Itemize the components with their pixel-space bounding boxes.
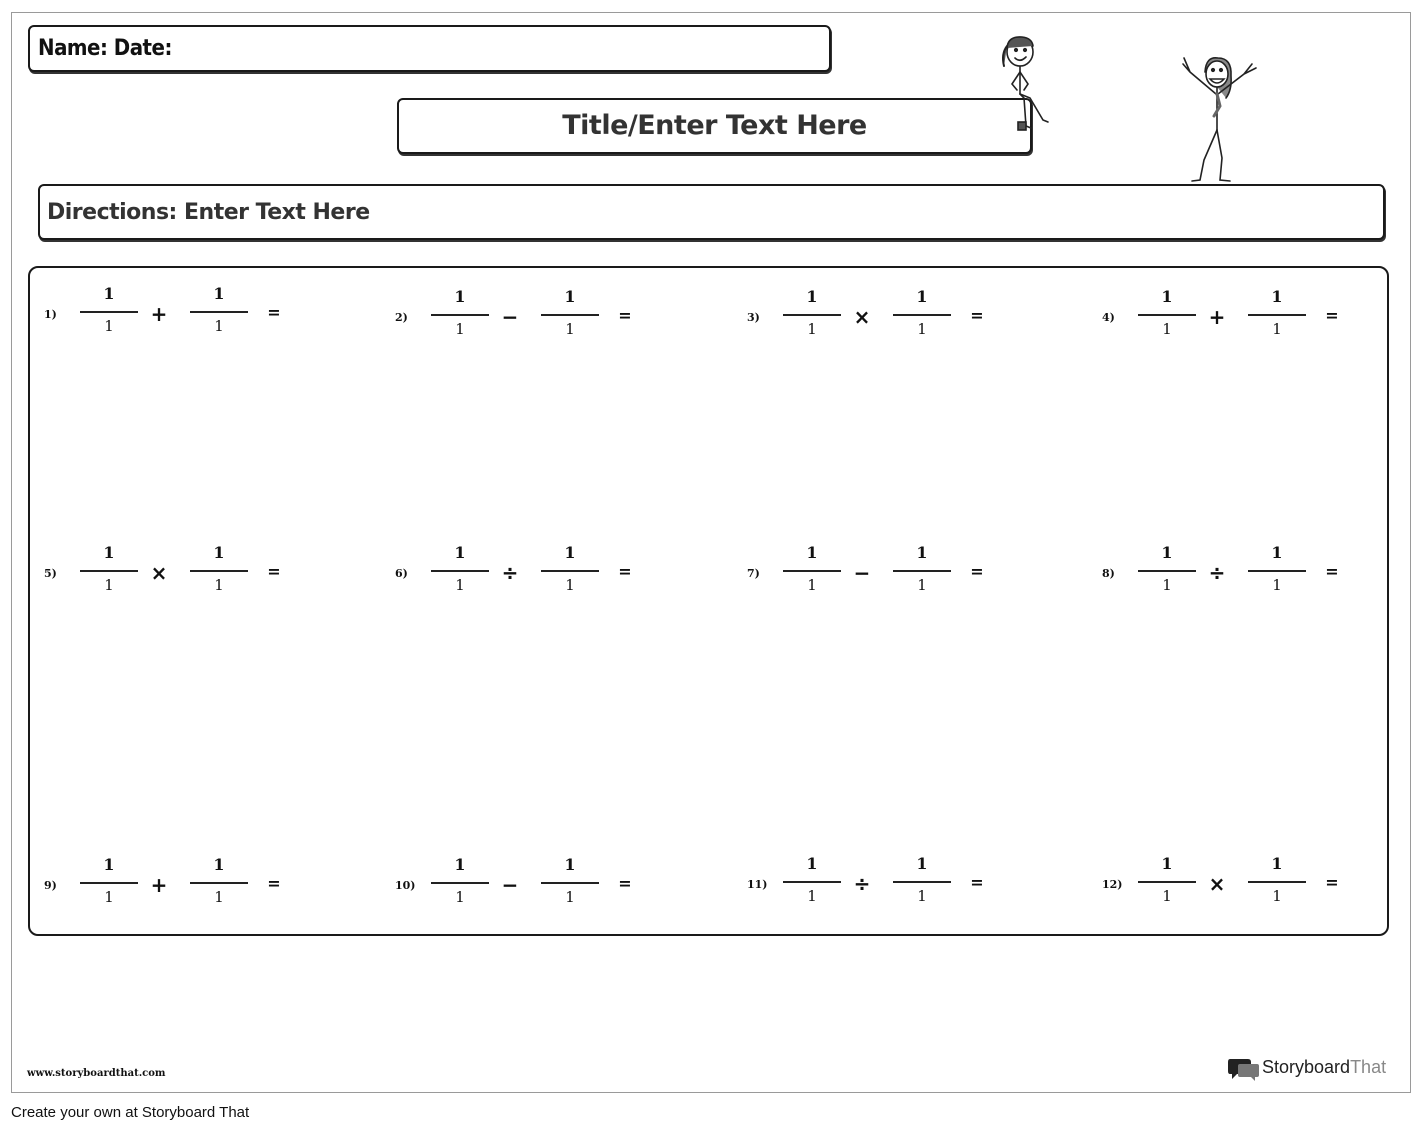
numerator: 1: [564, 287, 576, 306]
numerator: 1: [916, 854, 928, 873]
title-field[interactable]: [397, 98, 1032, 154]
operator-symbol: ÷: [501, 561, 519, 585]
operator-symbol: ÷: [853, 872, 871, 896]
numerator: 1: [916, 287, 928, 306]
fraction-bar: [80, 311, 138, 313]
fraction-bar: [893, 314, 951, 316]
fraction-a: [783, 287, 841, 347]
numerator: 1: [1161, 543, 1173, 562]
denominator: 1: [1162, 320, 1172, 338]
denominator: 1: [1272, 887, 1282, 905]
fraction-bar: [893, 881, 951, 883]
fraction-a: [431, 543, 489, 603]
numerator: 1: [1271, 854, 1283, 873]
numerator: 1: [213, 543, 225, 562]
numerator: 1: [103, 543, 115, 562]
equals-sign: =: [267, 874, 281, 893]
fraction-b: [190, 543, 248, 603]
problem-9: [44, 855, 344, 915]
numerator: 1: [454, 543, 466, 562]
fraction-bar: [1138, 570, 1196, 572]
problem-number: 6): [395, 567, 408, 580]
fraction-bar: [1138, 881, 1196, 883]
equals-sign: =: [1325, 306, 1339, 325]
problem-12: [1102, 854, 1402, 914]
equals-sign: =: [1325, 562, 1339, 581]
fraction-b: [190, 284, 248, 344]
fraction-b: [1248, 287, 1306, 347]
denominator: 1: [214, 576, 224, 594]
fraction-bar: [1248, 881, 1306, 883]
equals-sign: =: [970, 562, 984, 581]
problem-10: [395, 855, 695, 915]
problem-8: [1102, 543, 1402, 603]
denominator: 1: [565, 576, 575, 594]
problem-number: 12): [1102, 878, 1123, 891]
numerator: 1: [806, 543, 818, 562]
fraction-bar: [190, 570, 248, 572]
girl-cheering-figure: [1170, 50, 1270, 184]
fraction-a: [431, 287, 489, 347]
problem-4: [1102, 287, 1402, 347]
fraction-bar: [1138, 314, 1196, 316]
name-date-label: Name: Date:: [38, 36, 172, 61]
numerator: 1: [806, 287, 818, 306]
denominator: 1: [565, 320, 575, 338]
fraction-bar: [431, 314, 489, 316]
denominator: 1: [1162, 887, 1172, 905]
denominator: 1: [214, 888, 224, 906]
problem-2: [395, 287, 695, 347]
operator-symbol: +: [1208, 305, 1226, 329]
denominator: 1: [104, 888, 114, 906]
footer-url: www.storyboardthat.com: [27, 1068, 166, 1079]
fraction-a: [783, 543, 841, 603]
fraction-bar: [541, 570, 599, 572]
numerator: 1: [213, 855, 225, 874]
equals-sign: =: [618, 874, 632, 893]
numerator: 1: [564, 855, 576, 874]
problem-6: [395, 543, 695, 603]
title-text: Title/Enter Text Here: [562, 110, 867, 141]
operator-symbol: +: [150, 873, 168, 897]
fraction-bar: [893, 570, 951, 572]
operator-symbol: ×: [150, 561, 168, 585]
problem-number: 7): [747, 567, 760, 580]
problem-number: 11): [747, 878, 768, 891]
denominator: 1: [455, 576, 465, 594]
fraction-b: [190, 855, 248, 915]
denominator: 1: [565, 888, 575, 906]
directions-field[interactable]: [38, 184, 1385, 240]
numerator: 1: [213, 284, 225, 303]
denominator: 1: [455, 888, 465, 906]
problem-number: 1): [44, 308, 57, 321]
fraction-a: [1138, 287, 1196, 347]
equals-sign: =: [970, 873, 984, 892]
storyboardthat-logo: [1228, 1056, 1398, 1082]
denominator: 1: [917, 576, 927, 594]
fraction-bar: [431, 570, 489, 572]
fraction-bar: [783, 881, 841, 883]
fraction-b: [541, 543, 599, 603]
fraction-a: [80, 543, 138, 603]
fraction-bar: [783, 570, 841, 572]
problem-5: [44, 543, 344, 603]
operator-symbol: ÷: [1208, 561, 1226, 585]
fraction-b: [1248, 854, 1306, 914]
denominator: 1: [104, 317, 114, 335]
problem-number: 5): [44, 567, 57, 580]
denominator: 1: [455, 320, 465, 338]
speech-bubble-icon: [1228, 1056, 1260, 1082]
problem-3: [747, 287, 1047, 347]
directions-text: Directions: Enter Text Here: [47, 200, 370, 225]
fraction-a: [80, 284, 138, 344]
operator-symbol: −: [501, 873, 519, 897]
fraction-bar: [80, 570, 138, 572]
fraction-a: [1138, 543, 1196, 603]
denominator: 1: [917, 320, 927, 338]
numerator: 1: [454, 855, 466, 874]
fraction-b: [541, 855, 599, 915]
denominator: 1: [104, 576, 114, 594]
equals-sign: =: [267, 562, 281, 581]
numerator: 1: [806, 854, 818, 873]
numerator: 1: [103, 855, 115, 874]
operator-symbol: +: [150, 302, 168, 326]
numerator: 1: [1271, 287, 1283, 306]
problem-number: 3): [747, 311, 760, 324]
fraction-a: [1138, 854, 1196, 914]
denominator: 1: [1162, 576, 1172, 594]
numerator: 1: [454, 287, 466, 306]
fraction-bar: [783, 314, 841, 316]
operator-symbol: −: [853, 561, 871, 585]
fraction-bar: [431, 882, 489, 884]
fraction-bar: [541, 314, 599, 316]
equals-sign: =: [1325, 873, 1339, 892]
problem-1: [44, 284, 344, 344]
problem-11: [747, 854, 1047, 914]
equals-sign: =: [970, 306, 984, 325]
numerator: 1: [103, 284, 115, 303]
numerator: 1: [916, 543, 928, 562]
fraction-b: [893, 543, 951, 603]
fraction-a: [80, 855, 138, 915]
operator-symbol: ×: [853, 305, 871, 329]
numerator: 1: [1161, 287, 1173, 306]
denominator: 1: [214, 317, 224, 335]
numerator: 1: [564, 543, 576, 562]
fraction-bar: [541, 882, 599, 884]
problem-number: 4): [1102, 311, 1115, 324]
equals-sign: =: [267, 303, 281, 322]
problem-number: 9): [44, 879, 57, 892]
denominator: 1: [807, 320, 817, 338]
problem-7: [747, 543, 1047, 603]
problem-number: 8): [1102, 567, 1115, 580]
fraction-b: [893, 854, 951, 914]
fraction-b: [1248, 543, 1306, 603]
numerator: 1: [1271, 543, 1283, 562]
boy-sitting-figure: [990, 32, 1060, 136]
denominator: 1: [917, 887, 927, 905]
problem-number: 2): [395, 311, 408, 324]
fraction-bar: [1248, 570, 1306, 572]
fraction-bar: [190, 311, 248, 313]
create-your-own-caption: Create your own at Storyboard That: [11, 1104, 250, 1121]
denominator: 1: [1272, 576, 1282, 594]
denominator: 1: [807, 576, 817, 594]
denominator: 1: [1272, 320, 1282, 338]
problem-number: 10): [395, 879, 416, 892]
operator-symbol: −: [501, 305, 519, 329]
equals-sign: =: [618, 306, 632, 325]
fraction-b: [541, 287, 599, 347]
name-date-field[interactable]: [28, 25, 831, 72]
logo-text: StoryboardThat: [1262, 1057, 1387, 1077]
fraction-bar: [1248, 314, 1306, 316]
numerator: 1: [1161, 854, 1173, 873]
denominator: 1: [807, 887, 817, 905]
fraction-a: [783, 854, 841, 914]
fraction-a: [431, 855, 489, 915]
fraction-bar: [190, 882, 248, 884]
operator-symbol: ×: [1208, 872, 1226, 896]
equals-sign: =: [618, 562, 632, 581]
fraction-bar: [80, 882, 138, 884]
fraction-b: [893, 287, 951, 347]
